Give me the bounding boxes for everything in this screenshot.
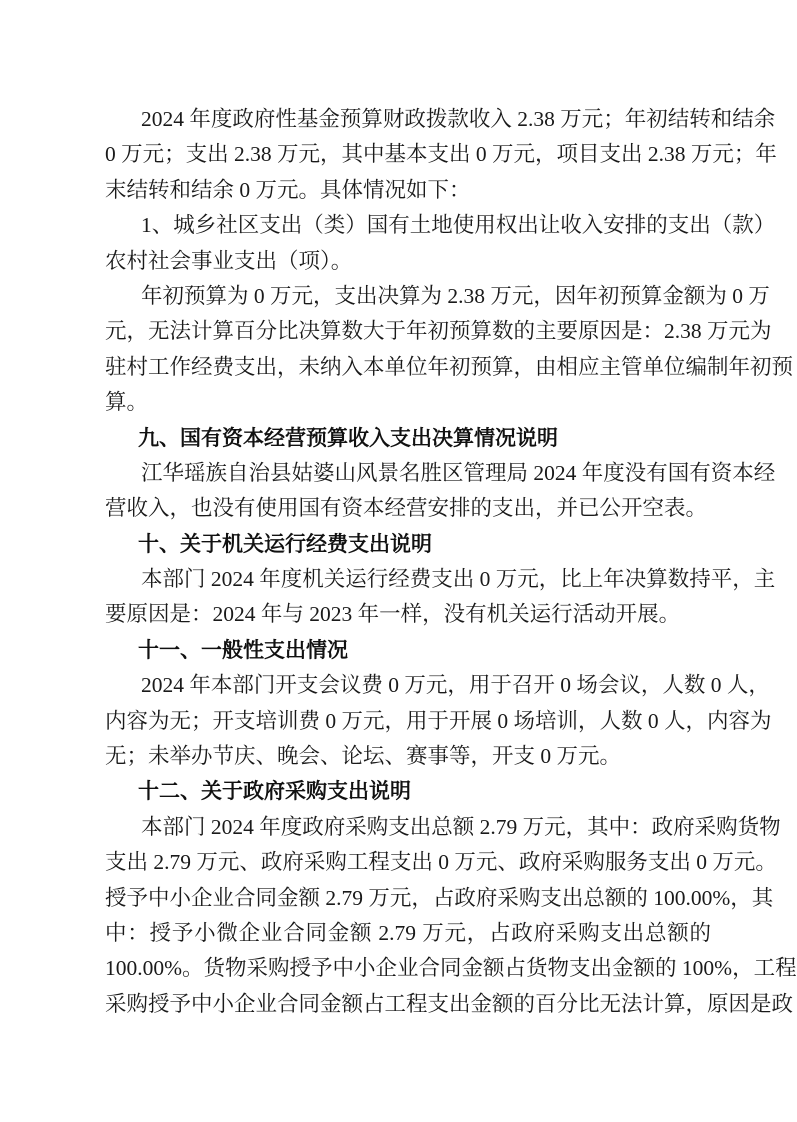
paragraph xyxy=(105,102,777,208)
section-heading: 十、关于机关运行经费支出说明 xyxy=(138,531,432,556)
text-line: 中：授予小微企业合同金额 2.79 万元，占政府采购支出总额的 xyxy=(105,920,711,945)
text-line: 内容为无；开支培训费 0 万元，用于开展 0 场培训，人数 0 人，内容为 xyxy=(105,708,772,733)
text-line: 2024 年度政府性基金预算财政拨款收入 2.38 万元；年初结转和结余 xyxy=(141,107,776,131)
text-line: 元，无法计算百分比决算数大于年初预算数的主要原因是：2.38 万元为 xyxy=(105,319,772,344)
text-line: 2024 年本部门开支会议费 0 万元，用于召开 0 场会议，人数 0 人， xyxy=(141,673,770,698)
paragraph xyxy=(105,279,794,421)
text-line: 农村社会事业支出（项）。 xyxy=(105,248,353,273)
paragraph xyxy=(105,668,772,774)
section-heading: 十一、一般性支出情况 xyxy=(138,637,348,662)
text-line: 支出 2.79 万元、政府采购工程支出 0 万元、政府采购服务支出 0 万元。 xyxy=(105,850,777,875)
text-line: 末结转和结余 0 万元。具体情况如下： xyxy=(105,177,471,202)
text-line: 江华瑶族自治县姑婆山风景名胜区管理局 2024 年度没有国有资本经 xyxy=(141,460,776,485)
text-line: 100.00%。货物采购授予中小企业合同金额占货物支出金额的 100%，工程 xyxy=(105,956,797,981)
text-line: 年初预算为 0 万元，支出决算为 2.38 万元，因年初预算金额为 0 万 xyxy=(141,283,770,308)
text-line: 1、城乡社区支出（类）国有土地使用权出让收入安排的支出（款） xyxy=(141,213,776,238)
text-line: 驻村工作经费支出，未纳入本单位年初预算，由相应主管单位编制年初预 xyxy=(105,354,794,379)
section-heading: 九、国有资本经营预算收入支出决算情况说明 xyxy=(138,425,558,450)
text-line: 要原因是：2024 年与 2023 年一样，没有机关运行活动开展。 xyxy=(105,602,681,627)
text-line: 0 万元；支出 2.38 万元，其中基本支出 0 万元，项目支出 2.38 万元；年 xyxy=(105,142,777,167)
text-line: 营收入，也没有使用国有资本经营安排的支出，并已公开空表。 xyxy=(105,496,708,521)
paragraph xyxy=(105,456,776,527)
text-line: 无；未举办节庆、晚会、论坛、赛事等，开支 0 万元。 xyxy=(105,744,622,769)
paragraph xyxy=(105,810,797,1022)
text-line: 采购授予中小企业合同金额占工程支出金额的百分比无法计算，原因是政 xyxy=(105,991,794,1016)
text-line: 本部门 2024 年度机关运行经费支出 0 万元，比上年决算数持平，主 xyxy=(141,567,776,592)
paragraph xyxy=(105,562,776,633)
text-line: 授予中小企业合同金额 2.79 万元，占政府采购支出总额的 100.00%，其 xyxy=(105,885,774,910)
paragraph xyxy=(105,208,776,279)
section-heading: 十二、关于政府采购支出说明 xyxy=(138,779,411,804)
text-line: 本部门 2024 年度政府采购支出总额 2.79 万元，其中：政府采购货物 xyxy=(141,814,781,839)
document-page xyxy=(105,102,797,1022)
text-line: 算。 xyxy=(105,390,149,415)
